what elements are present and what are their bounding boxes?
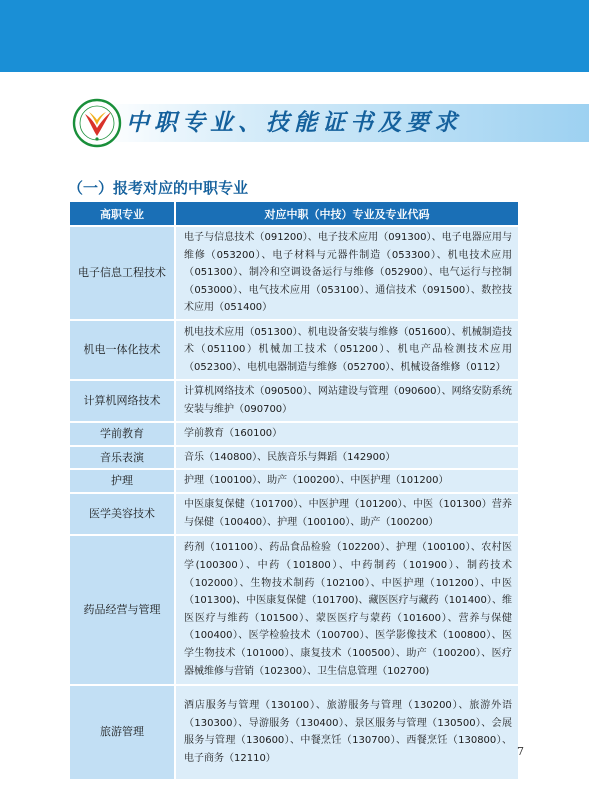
table-row xyxy=(70,226,518,320)
major-cell: 机电一体化技术 xyxy=(70,320,175,380)
column-header-secondary-major: 对应中职（中技）专业及专业代码 xyxy=(175,202,518,226)
table-header-row xyxy=(70,202,518,226)
major-cell: 计算机网络技术 xyxy=(70,380,175,422)
major-cell: 护理 xyxy=(70,469,175,493)
detail-cell: 电子与信息技术（091200）、电子技术应用（091300）、电子电器应用与维修（053200）、电子材料与元器件制造（053300）、机电技术应用（051300）、制冷和空调设备运行与维修（052900）、电气运行与控制（053000）、电气技术应用（053100）、通信技术（091500）、数控技术应用（051400） xyxy=(175,226,518,320)
majors-table xyxy=(70,202,518,779)
major-cell: 医学美容技术 xyxy=(70,493,175,535)
page-title: 中职专业、技能证书及要求 xyxy=(126,109,462,136)
page-number: 7 xyxy=(517,745,524,758)
table-row xyxy=(70,535,518,685)
detail-cell: 中医康复保健（101700）、中医护理（101200）、中医（101300）营养与保健（100400）、护理（100100）、助产（100200） xyxy=(175,493,518,535)
detail-cell: 药剂（101100）、药品食品检验（102200）、护理（100100）、农村医学(100300）、中药（101800）、中药制药（101900）、制药技术（102000）、生物技术制药（102100）、中医护理（101200）、中医（101300)、中医康复保健（101700)、藏医医疗与藏药（101400）、维医医疗与维药（101500）、蒙医医疗与蒙药（101600）、营养与保健（100400）、医学检验技术（100700）、医学影像技术（100800）、医学生物技术（101000）、康复技术（100500）、助产（100200）、医疗器械维修与营销（102300）、卫生信息管理（102700) xyxy=(175,535,518,685)
table-row xyxy=(70,685,518,779)
major-cell: 音乐表演 xyxy=(70,446,175,470)
major-cell: 药品经营与管理 xyxy=(70,535,175,685)
column-header-higher-major: 高职专业 xyxy=(70,202,175,226)
major-cell: 旅游管理 xyxy=(70,685,175,779)
table-row xyxy=(70,446,518,470)
top-band xyxy=(0,0,589,72)
detail-cell: 机电技术应用（051300）、机电设备安装与维修（051600）、机械制造技术（051100）机械加工技术（051200）、机电产品检测技术应用（052300）、电机电器制造与维修（052700）、机械设备维修（0112） xyxy=(175,320,518,380)
page-header xyxy=(0,98,589,146)
detail-cell: 学前教育（160100） xyxy=(175,422,518,446)
detail-cell: 护理（100100）、助产（100200）、中医护理（101200） xyxy=(175,469,518,493)
detail-cell: 计算机网络技术（090500）、网站建设与管理（090600）、网络安防系统安装与维护（090700） xyxy=(175,380,518,422)
table-row xyxy=(70,469,518,493)
table-row xyxy=(70,380,518,422)
table-row xyxy=(70,320,518,380)
major-cell: 电子信息工程技术 xyxy=(70,226,175,320)
detail-cell: 音乐（140800）、民族音乐与舞蹈（142900） xyxy=(175,446,518,470)
detail-cell: 酒店服务与管理（130100）、旅游服务与管理（130200）、旅游外语（130300）、导游服务（130400）、景区服务与管理（130500）、会展服务与管理（130600）、中餐烹饪（130700）、西餐烹饪（130800）、电子商务（12110） xyxy=(175,685,518,779)
section-title: （一）报考对应的中职专业 xyxy=(68,179,249,197)
table-row xyxy=(70,422,518,446)
school-emblem-icon xyxy=(72,98,122,148)
major-cell: 学前教育 xyxy=(70,422,175,446)
table-row xyxy=(70,493,518,535)
